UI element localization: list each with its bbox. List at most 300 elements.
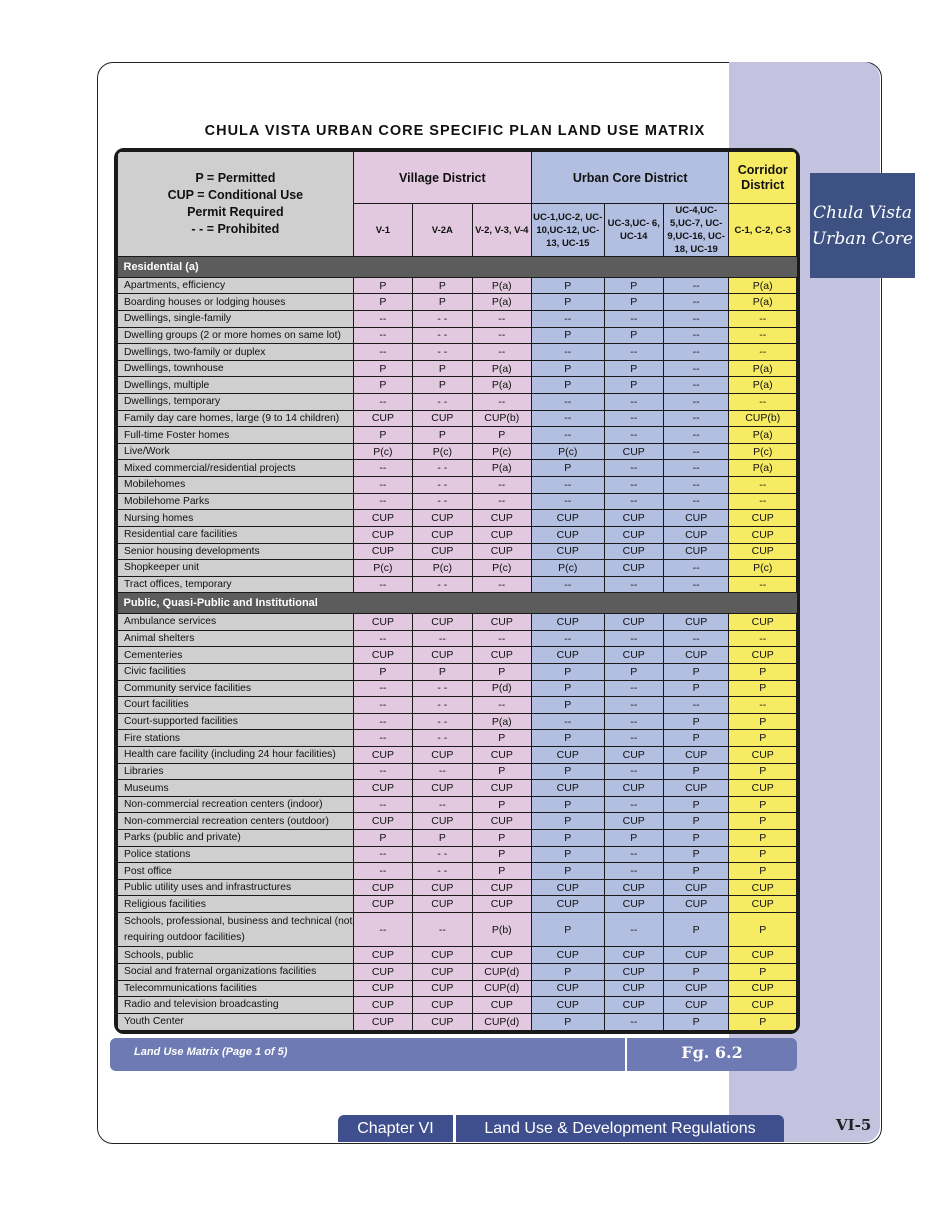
permission-cell: - - bbox=[413, 460, 472, 477]
row-label: Libraries bbox=[118, 763, 354, 780]
table-row bbox=[118, 294, 797, 311]
table-row bbox=[118, 410, 797, 427]
table-row bbox=[118, 963, 797, 980]
permission-cell: -- bbox=[531, 493, 604, 510]
permission-cell: -- bbox=[604, 630, 663, 647]
permission-cell: -- bbox=[604, 1013, 663, 1030]
permission-cell: P bbox=[531, 863, 604, 880]
table-row bbox=[118, 896, 797, 913]
permission-cell: P bbox=[472, 763, 531, 780]
permission-cell: -- bbox=[353, 713, 412, 730]
permission-cell: P bbox=[729, 963, 797, 980]
permission-cell: CUP bbox=[353, 780, 412, 797]
permission-cell: -- bbox=[353, 913, 412, 947]
permission-cell: P bbox=[353, 830, 412, 847]
permission-cell: P(a) bbox=[472, 360, 531, 377]
permission-cell: -- bbox=[472, 344, 531, 361]
permission-cell: -- bbox=[353, 327, 412, 344]
permission-cell: CUP bbox=[663, 526, 728, 543]
permission-cell: CUP bbox=[531, 947, 604, 964]
permission-cell: CUP bbox=[353, 410, 412, 427]
row-label: Community service facilities bbox=[118, 680, 354, 697]
permission-cell: -- bbox=[604, 680, 663, 697]
group-header-village: Village District bbox=[353, 152, 531, 204]
permission-cell: CUP(d) bbox=[472, 1013, 531, 1030]
permission-cell: -- bbox=[353, 630, 412, 647]
permission-cell: P(a) bbox=[729, 360, 797, 377]
permission-cell: CUP bbox=[413, 980, 472, 997]
table-row bbox=[118, 576, 797, 593]
permission-cell: P bbox=[729, 813, 797, 830]
table-row bbox=[118, 443, 797, 460]
permission-cell: -- bbox=[663, 277, 728, 294]
permission-cell: -- bbox=[729, 493, 797, 510]
permission-cell: P bbox=[413, 277, 472, 294]
permission-cell: P(c) bbox=[472, 560, 531, 577]
permission-cell: - - bbox=[413, 477, 472, 494]
permission-cell: CUP bbox=[413, 526, 472, 543]
permission-cell: -- bbox=[604, 344, 663, 361]
permission-cell: P bbox=[531, 663, 604, 680]
permission-cell: -- bbox=[353, 796, 412, 813]
table-row bbox=[118, 746, 797, 763]
permission-cell: -- bbox=[729, 344, 797, 361]
permission-cell: CUP bbox=[531, 543, 604, 560]
column-header: UC-4,UC-5,UC-7, UC-9,UC-16, UC-18, UC-19 bbox=[663, 204, 728, 257]
permission-cell: CUP bbox=[663, 647, 728, 664]
permission-cell: P bbox=[729, 863, 797, 880]
permission-cell: P bbox=[531, 763, 604, 780]
permission-cell: - - bbox=[413, 713, 472, 730]
permission-cell: -- bbox=[729, 697, 797, 714]
table-row bbox=[118, 477, 797, 494]
permission-cell: -- bbox=[663, 377, 728, 394]
permission-cell: P(c) bbox=[729, 560, 797, 577]
permission-cell: -- bbox=[729, 310, 797, 327]
permission-cell: CUP bbox=[604, 980, 663, 997]
permission-cell: P bbox=[604, 830, 663, 847]
permission-cell: - - bbox=[413, 344, 472, 361]
permission-cell: CUP bbox=[604, 526, 663, 543]
permission-cell: -- bbox=[604, 846, 663, 863]
permission-cell: P(a) bbox=[472, 713, 531, 730]
permission-cell: CUP bbox=[604, 647, 663, 664]
table-row bbox=[118, 543, 797, 560]
permission-cell: CUP bbox=[604, 947, 663, 964]
permission-cell: P bbox=[729, 846, 797, 863]
permission-cell: CUP bbox=[531, 780, 604, 797]
permission-cell: -- bbox=[353, 493, 412, 510]
row-label: Health care facility (including 24 hour facilities) bbox=[118, 746, 354, 763]
permission-cell: P bbox=[729, 763, 797, 780]
table-row bbox=[118, 697, 797, 714]
permission-cell: P bbox=[413, 294, 472, 311]
row-label: Telecommunications facilities bbox=[118, 980, 354, 997]
section-header bbox=[118, 593, 797, 614]
permission-cell: P bbox=[353, 427, 412, 444]
permission-cell: -- bbox=[663, 493, 728, 510]
permission-cell: P bbox=[472, 830, 531, 847]
permission-cell: P bbox=[729, 796, 797, 813]
permission-cell: CUP bbox=[604, 997, 663, 1014]
permission-cell: -- bbox=[472, 697, 531, 714]
table-row bbox=[118, 493, 797, 510]
row-label: Shopkeeper unit bbox=[118, 560, 354, 577]
permission-cell: CUP bbox=[729, 614, 797, 631]
permission-cell: -- bbox=[531, 477, 604, 494]
row-label: Non-commercial recreation centers (indoor) bbox=[118, 796, 354, 813]
permission-cell: P bbox=[413, 360, 472, 377]
row-label: Police stations bbox=[118, 846, 354, 863]
permission-cell: -- bbox=[729, 477, 797, 494]
row-label: Dwellings, temporary bbox=[118, 394, 354, 411]
group-header-urban-core: Urban Core District bbox=[531, 152, 728, 204]
permission-cell: -- bbox=[604, 697, 663, 714]
permission-cell: -- bbox=[531, 713, 604, 730]
permission-cell: CUP(b) bbox=[729, 410, 797, 427]
table-row bbox=[118, 647, 797, 664]
permission-cell: P(a) bbox=[729, 277, 797, 294]
row-label: Dwelling groups (2 or more homes on same lot) bbox=[118, 327, 354, 344]
permission-cell: -- bbox=[604, 310, 663, 327]
permission-cell: -- bbox=[663, 410, 728, 427]
permission-cell: -- bbox=[472, 477, 531, 494]
permission-cell: CUP bbox=[663, 947, 728, 964]
permission-cell: P bbox=[353, 360, 412, 377]
permission-cell: P bbox=[729, 830, 797, 847]
permission-cell: - - bbox=[413, 697, 472, 714]
permission-cell: CUP bbox=[663, 980, 728, 997]
row-label: Court facilities bbox=[118, 697, 354, 714]
permission-cell: CUP bbox=[413, 963, 472, 980]
figure-number: Fg. 6.2 bbox=[681, 1043, 743, 1062]
table-row bbox=[118, 763, 797, 780]
permission-cell: P bbox=[531, 460, 604, 477]
permission-cell: P bbox=[604, 277, 663, 294]
permission-cell: -- bbox=[663, 344, 728, 361]
permission-cell: -- bbox=[604, 460, 663, 477]
permission-cell: -- bbox=[604, 863, 663, 880]
permission-cell: -- bbox=[531, 310, 604, 327]
permission-cell: - - bbox=[413, 863, 472, 880]
permission-cell: P(d) bbox=[472, 680, 531, 697]
table-row bbox=[118, 997, 797, 1014]
permission-cell: CUP bbox=[472, 543, 531, 560]
table-row bbox=[118, 713, 797, 730]
permission-cell: CUP bbox=[604, 560, 663, 577]
table-row bbox=[118, 394, 797, 411]
footer-caption: Land Use Matrix (Page 1 of 5) bbox=[134, 1046, 288, 1058]
document-title: CHULA VISTA URBAN CORE SPECIFIC PLAN LAND USE MATRIX bbox=[204, 123, 706, 139]
row-label: Live/Work bbox=[118, 443, 354, 460]
permission-cell: P bbox=[663, 963, 728, 980]
permission-cell: -- bbox=[604, 763, 663, 780]
side-tab-line1: Chula Vista bbox=[813, 202, 912, 223]
table-row bbox=[118, 780, 797, 797]
column-header: C-1, C-2, C-3 bbox=[729, 204, 797, 257]
permission-cell: P(c) bbox=[353, 443, 412, 460]
permission-cell: P bbox=[472, 846, 531, 863]
permission-cell: P bbox=[413, 427, 472, 444]
permission-cell: -- bbox=[604, 410, 663, 427]
permission-cell: - - bbox=[413, 327, 472, 344]
permission-cell: - - bbox=[413, 394, 472, 411]
permission-cell: CUP bbox=[531, 980, 604, 997]
permission-cell: -- bbox=[531, 427, 604, 444]
group-header-corridor: Corridor District bbox=[729, 152, 797, 204]
permission-cell: P bbox=[531, 846, 604, 863]
permission-cell: - - bbox=[413, 680, 472, 697]
permission-cell: -- bbox=[531, 394, 604, 411]
permission-cell: P(c) bbox=[353, 560, 412, 577]
permission-cell: CUP(b) bbox=[472, 410, 531, 427]
permission-cell: CUP bbox=[729, 896, 797, 913]
row-label: Non-commercial recreation centers (outdoor) bbox=[118, 813, 354, 830]
column-header: V-1 bbox=[353, 204, 412, 257]
permission-cell: CUP bbox=[729, 746, 797, 763]
legend-line: - - = Prohibited bbox=[191, 222, 280, 236]
permission-cell: P bbox=[472, 863, 531, 880]
table-row bbox=[118, 327, 797, 344]
row-label: Apartments, efficiency bbox=[118, 277, 354, 294]
permission-cell: P bbox=[729, 730, 797, 747]
permission-cell: CUP bbox=[353, 510, 412, 527]
permission-cell: P bbox=[663, 763, 728, 780]
permission-cell: CUP bbox=[604, 896, 663, 913]
permission-cell: CUP bbox=[413, 780, 472, 797]
permission-cell: CUP bbox=[663, 997, 728, 1014]
permission-cell: -- bbox=[353, 310, 412, 327]
permission-cell: -- bbox=[663, 427, 728, 444]
permission-cell: CUP bbox=[729, 526, 797, 543]
permission-cell: CUP bbox=[413, 510, 472, 527]
row-label: Tract offices, temporary bbox=[118, 576, 354, 593]
permission-cell: P(a) bbox=[729, 460, 797, 477]
table-row bbox=[118, 344, 797, 361]
permission-cell: CUP bbox=[353, 896, 412, 913]
permission-cell: -- bbox=[472, 576, 531, 593]
permission-cell: CUP bbox=[353, 980, 412, 997]
permission-cell: -- bbox=[663, 294, 728, 311]
permission-cell: CUP bbox=[531, 510, 604, 527]
permission-cell: CUP bbox=[663, 896, 728, 913]
permission-cell: P(a) bbox=[472, 377, 531, 394]
permission-cell: -- bbox=[604, 576, 663, 593]
permission-cell: CUP bbox=[413, 410, 472, 427]
permission-cell: CUP bbox=[413, 746, 472, 763]
permission-cell: P bbox=[604, 377, 663, 394]
permission-cell: CUP bbox=[604, 879, 663, 896]
permission-cell: CUP bbox=[531, 647, 604, 664]
permission-cell: CUP bbox=[413, 813, 472, 830]
permission-cell: P bbox=[604, 360, 663, 377]
permission-cell: -- bbox=[663, 310, 728, 327]
row-label: Fire stations bbox=[118, 730, 354, 747]
permission-cell: - - bbox=[413, 846, 472, 863]
row-label: Residential care facilities bbox=[118, 526, 354, 543]
column-header: V-2, V-3, V-4 bbox=[472, 204, 531, 257]
permission-cell: -- bbox=[729, 576, 797, 593]
permission-cell: P bbox=[663, 713, 728, 730]
row-label: Full-time Foster homes bbox=[118, 427, 354, 444]
permission-cell: CUP bbox=[729, 980, 797, 997]
permission-cell: -- bbox=[531, 576, 604, 593]
permission-cell: -- bbox=[531, 630, 604, 647]
permission-cell: -- bbox=[413, 913, 472, 947]
row-label: Family day care homes, large (9 to 14 children) bbox=[118, 410, 354, 427]
permission-cell: -- bbox=[604, 913, 663, 947]
table-row bbox=[118, 427, 797, 444]
permission-cell: P(a) bbox=[472, 294, 531, 311]
permission-cell: P(b) bbox=[472, 913, 531, 947]
permission-cell: -- bbox=[472, 493, 531, 510]
permission-cell: CUP bbox=[729, 997, 797, 1014]
column-header: V-2A bbox=[413, 204, 472, 257]
permission-cell: CUP bbox=[413, 614, 472, 631]
permission-cell: -- bbox=[663, 327, 728, 344]
permission-cell: CUP bbox=[472, 510, 531, 527]
permission-cell: - - bbox=[413, 310, 472, 327]
permission-cell: P bbox=[663, 796, 728, 813]
permission-cell: P bbox=[531, 360, 604, 377]
permission-cell: CUP bbox=[663, 879, 728, 896]
permission-cell: CUP bbox=[353, 647, 412, 664]
permission-cell: -- bbox=[472, 394, 531, 411]
row-label: Nursing homes bbox=[118, 510, 354, 527]
table-row bbox=[118, 377, 797, 394]
permission-cell: -- bbox=[729, 630, 797, 647]
table-row bbox=[118, 830, 797, 847]
table-row bbox=[118, 913, 797, 947]
permission-cell: CUP bbox=[729, 543, 797, 560]
permission-cell: -- bbox=[663, 460, 728, 477]
permission-cell: -- bbox=[531, 344, 604, 361]
table-row bbox=[118, 980, 797, 997]
permission-cell: P(a) bbox=[729, 294, 797, 311]
table-row bbox=[118, 526, 797, 543]
permission-cell: CUP bbox=[353, 614, 412, 631]
permission-cell: -- bbox=[663, 560, 728, 577]
permission-cell: P bbox=[663, 830, 728, 847]
permission-cell: -- bbox=[604, 427, 663, 444]
permission-cell: CUP bbox=[472, 947, 531, 964]
permission-cell: P bbox=[531, 830, 604, 847]
table-row bbox=[118, 1013, 797, 1030]
column-header: UC-1,UC-2, UC-10,UC-12, UC-13, UC-15 bbox=[531, 204, 604, 257]
row-label: Museums bbox=[118, 780, 354, 797]
permission-cell: P(c) bbox=[531, 560, 604, 577]
permission-cell: CUP bbox=[413, 1013, 472, 1030]
chapter-title: Land Use & Development Regulations bbox=[456, 1115, 784, 1142]
row-label: Parks (public and private) bbox=[118, 830, 354, 847]
permission-cell: CUP bbox=[663, 780, 728, 797]
permission-cell: -- bbox=[604, 493, 663, 510]
permission-cell: P bbox=[531, 796, 604, 813]
permission-cell: P bbox=[531, 813, 604, 830]
permission-cell: CUP bbox=[531, 614, 604, 631]
permission-cell: -- bbox=[604, 713, 663, 730]
permission-cell: -- bbox=[413, 796, 472, 813]
table-row bbox=[118, 947, 797, 964]
permission-cell: P bbox=[413, 663, 472, 680]
permission-cell: -- bbox=[604, 394, 663, 411]
permission-cell: CUP bbox=[729, 780, 797, 797]
permission-cell: CUP bbox=[472, 614, 531, 631]
permission-cell: CUP bbox=[472, 997, 531, 1014]
table-row bbox=[118, 560, 797, 577]
permission-cell: CUP bbox=[604, 963, 663, 980]
table-row bbox=[118, 277, 797, 294]
permission-cell: CUP bbox=[472, 526, 531, 543]
permission-cell: CUP bbox=[353, 526, 412, 543]
permission-cell: P bbox=[729, 663, 797, 680]
table-row bbox=[118, 630, 797, 647]
table-row bbox=[118, 663, 797, 680]
permission-cell: P bbox=[604, 294, 663, 311]
permission-cell: P bbox=[531, 277, 604, 294]
permission-cell: CUP bbox=[604, 746, 663, 763]
table-row bbox=[118, 846, 797, 863]
permission-cell: CUP bbox=[604, 813, 663, 830]
table-row bbox=[118, 879, 797, 896]
table-row bbox=[118, 614, 797, 631]
permission-cell: P bbox=[413, 830, 472, 847]
row-label: Court-supported facilities bbox=[118, 713, 354, 730]
permission-cell: P bbox=[531, 1013, 604, 1030]
permission-cell: CUP bbox=[413, 896, 472, 913]
row-label: Boarding houses or lodging houses bbox=[118, 294, 354, 311]
permission-cell: CUP bbox=[604, 614, 663, 631]
row-label: Schools, public bbox=[118, 947, 354, 964]
row-label: Dwellings, two-family or duplex bbox=[118, 344, 354, 361]
section-title: Residential (a) bbox=[118, 257, 797, 278]
row-label: Mobilehome Parks bbox=[118, 493, 354, 510]
permission-cell: P bbox=[531, 697, 604, 714]
permission-cell: -- bbox=[353, 730, 412, 747]
permission-cell: CUP bbox=[413, 543, 472, 560]
permission-cell: CUP bbox=[729, 947, 797, 964]
permission-cell: P bbox=[531, 294, 604, 311]
permission-cell: -- bbox=[353, 763, 412, 780]
permission-cell: CUP bbox=[604, 510, 663, 527]
permission-cell: CUP bbox=[353, 746, 412, 763]
permission-cell: P bbox=[472, 427, 531, 444]
matrix-table bbox=[117, 151, 797, 1031]
permission-cell: P bbox=[663, 663, 728, 680]
permission-cell: -- bbox=[604, 477, 663, 494]
section-title: Public, Quasi-Public and Institutional bbox=[118, 593, 797, 614]
permission-cell: CUP bbox=[353, 1013, 412, 1030]
table-row bbox=[118, 310, 797, 327]
table-row bbox=[118, 730, 797, 747]
permission-cell: -- bbox=[353, 460, 412, 477]
permission-cell: -- bbox=[353, 576, 412, 593]
permission-cell: P bbox=[663, 813, 728, 830]
permission-cell: CUP bbox=[531, 997, 604, 1014]
permission-cell: CUP bbox=[472, 780, 531, 797]
permission-cell: CUP bbox=[353, 879, 412, 896]
row-label: Social and fraternal organizations facilities bbox=[118, 963, 354, 980]
row-label: Dwellings, multiple bbox=[118, 377, 354, 394]
row-label: Dwellings, single-family bbox=[118, 310, 354, 327]
permission-cell: -- bbox=[353, 477, 412, 494]
permission-cell: P bbox=[604, 327, 663, 344]
permission-cell: CUP bbox=[729, 647, 797, 664]
permission-cell: -- bbox=[663, 443, 728, 460]
permission-cell: CUP bbox=[531, 896, 604, 913]
table-row bbox=[118, 360, 797, 377]
permission-cell: -- bbox=[472, 327, 531, 344]
